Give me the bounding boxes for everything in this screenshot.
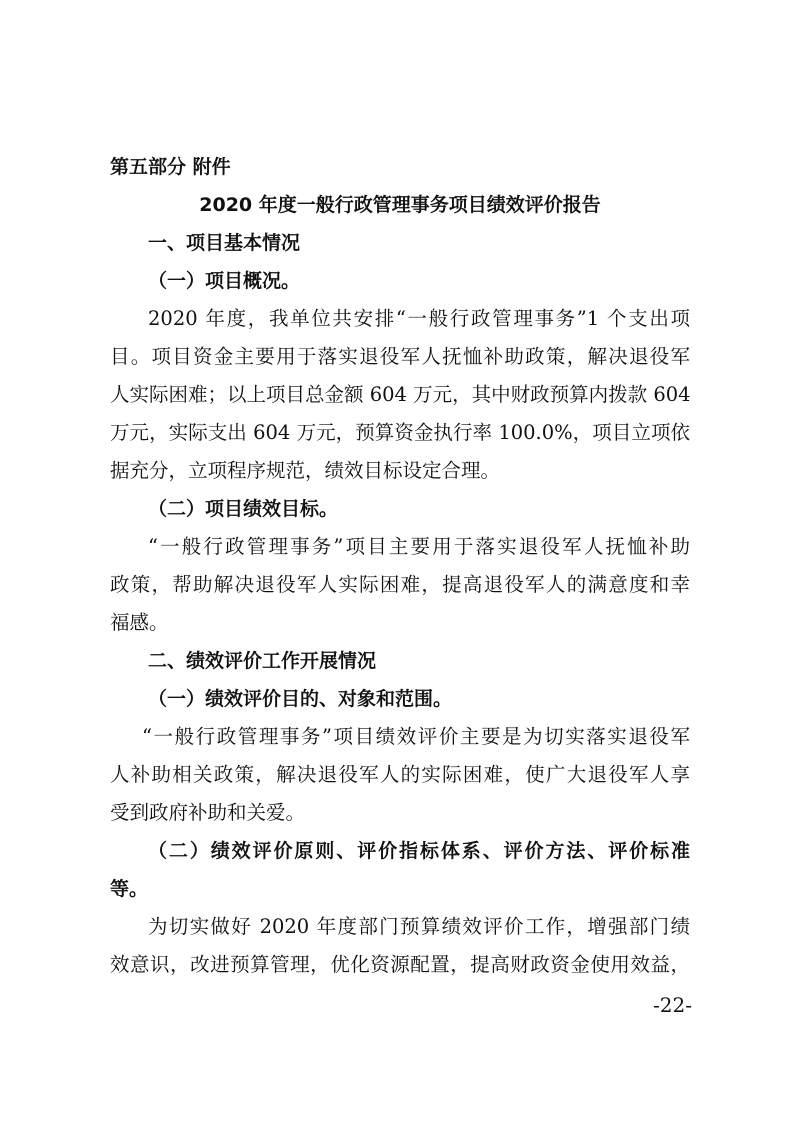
paragraph-line: 人补助相关政策，解决退役军人的实际困难，使广大退役军人享 [110, 763, 690, 786]
paragraph-line: 为切实做好 2020 年度部门预算绩效评价工作，增强部门绩 [148, 915, 690, 938]
section-1-heading: 一、项目基本情况 [148, 232, 301, 254]
paragraph-line: 受到政府补助和关爱。 [110, 801, 306, 824]
paragraph-line: 万元，实际支出 604 万元，预算资金执行率 100.0%，项目立项依 [110, 421, 690, 444]
report-title: 2020 年度一般行政管理事务项目绩效评价报告 [199, 194, 601, 216]
section-1-subheading-1: （一）项目概况。 [148, 270, 301, 292]
section-2-subheading-2-cont: 等。 [110, 878, 149, 900]
paragraph-line: 目。项目资金主要用于落实退役军人抚恤补助政策，解决退役军 [110, 345, 690, 368]
paragraph-line: 福感。 [110, 611, 169, 634]
page-number: -22- [653, 993, 692, 1017]
section-2-subheading-1: （一）绩效评价目的、对象和范围。 [148, 688, 453, 710]
paragraph-line: 人实际困难；以上项目总金额 604 万元，其中财政预算内拨款 604 [110, 383, 691, 406]
paragraph-line: “一般行政管理事务”项目主要用于落实退役军人抚恤补助 [148, 535, 690, 558]
paragraph-line: 效意识，改进预算管理，优化资源配置，提高财政资金使用效益， [110, 953, 690, 976]
paragraph-line: 2020 年度，我单位共安排“一般行政管理事务”1 个支出项 [148, 307, 690, 330]
paragraph-line: 据充分，立项程序规范，绩效目标设定合理。 [110, 459, 501, 482]
part-heading: 第五部分 附件 [110, 156, 231, 178]
paragraph-line: “一般行政管理事务”项目绩效评价主要是为切实落实退役军 [142, 725, 690, 748]
section-1-subheading-2: （二）项目绩效目标。 [148, 498, 339, 520]
section-2-heading: 二、绩效评价工作开展情况 [148, 650, 377, 672]
paragraph-line: 政策，帮助解决退役军人实际困难，提高退役军人的满意度和幸 [110, 573, 690, 596]
section-2-subheading-2: （二）绩效评价原则、评价指标体系、评价方法、评价标准 [148, 840, 690, 862]
